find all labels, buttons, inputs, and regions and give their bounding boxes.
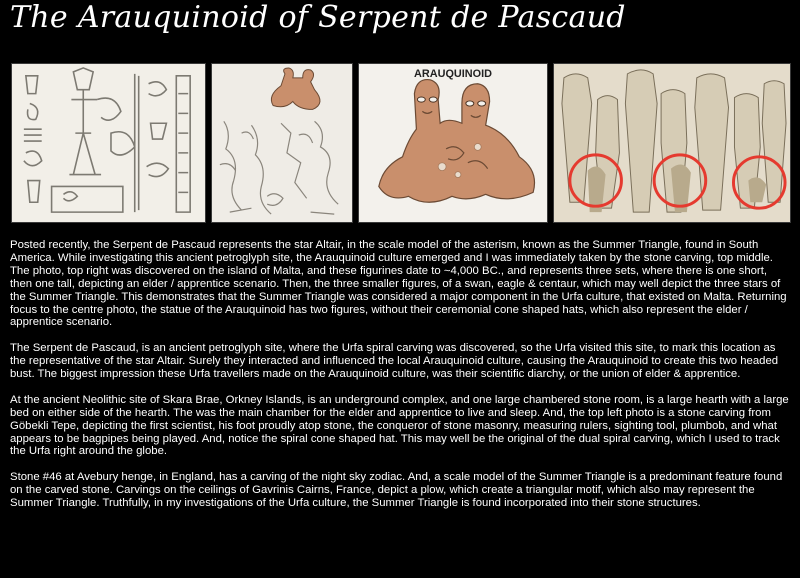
article-paragraph-4: Stone #46 at Avebury henge, in England, has a carving of the night sky zodiac. And, a scale model of the Summer Triangle is a predominant feature found on the carved stone. Carvings on the ceilings of Gavrinis Cairns, France, depict a plow, which create a triangular motif, which also may represent the Summer Triangle. Truthfully, in my investigations of the Urfa culture, the Summer Triangle is found incorporated into their stone structures. xyxy=(10,471,783,510)
figurine-caption-label: ARAUQUINOID xyxy=(414,67,492,80)
article-body xyxy=(10,239,792,523)
page-title: The Arauquinoid of Serpent de Pascaud xyxy=(10,0,626,35)
arauquinoid-statue-image xyxy=(358,63,548,223)
malta-figurines-photo-image xyxy=(553,63,791,223)
gobekli-tepe-carving-image xyxy=(11,63,206,223)
article-paragraph-1: Posted recently, the Serpent de Pascaud represents the star Altair, in the scale model of the asterism, known as the Summer Triangle, found in South America. While investigating this ancient petroglyph site, the Arauquinoid culture emerged and I was immediately taken by the stone carving, top middle. The photo, top right was discovered on the island of Malta, and these figurines date to ~4,000 BC., and represents three sets, where there is one short, then one tall, depicting an elder / apprentice scenario. Then, the three smaller figures, of a swan, eagle & centaur, which may well depict the three stars of the Summer Triangle. This demonstrates that the Summer Triangle was considered a major component in the Urfa culture, that existed on Malta. Returning focus to the centre photo, the statue of the Arauquinoid has two figures, without their ceremonial cone shaped hats, which also represent the elder / apprentice scenario. xyxy=(10,239,787,329)
malta-figurines-sketch-image xyxy=(211,63,353,223)
article-paragraph-2: The Serpent de Pascaud, is an ancient petroglyph site, where the Urfa spiral carving was discovered, so the Urfa visited this site, to mark this location as the representative of the star Altair. Surely they interacted and influenced the local Arauquinoid culture, causing the Arauquinoid to create this two headed bust. The biggest impression these Urfa travellers made on the Arauquinoid culture, was their scientific diarchy, or the union of elder & apprentice. xyxy=(10,342,779,381)
article-paragraph-3: At the ancient Neolithic site of Skara Brae, Orkney Islands, is an underground complex, and one large chambered stone room, is a large hearth with a large bed on either side of the hearth. The was the main chamber for the elder and apprentice to live and sleep. And, the top left photo is a stone carving from Göbekli Tepe, depicting the first scientist, his foot proudly atop stone, the conqueror of stone masonry, measuring rulers, sighting tool, plumbob, and what appears to be bagpipes being played. And, notice the spiral cone shaped hat. This may well be the original of the dual spiral carving, which I used to track the Urfa right around the globe. xyxy=(10,393,789,458)
